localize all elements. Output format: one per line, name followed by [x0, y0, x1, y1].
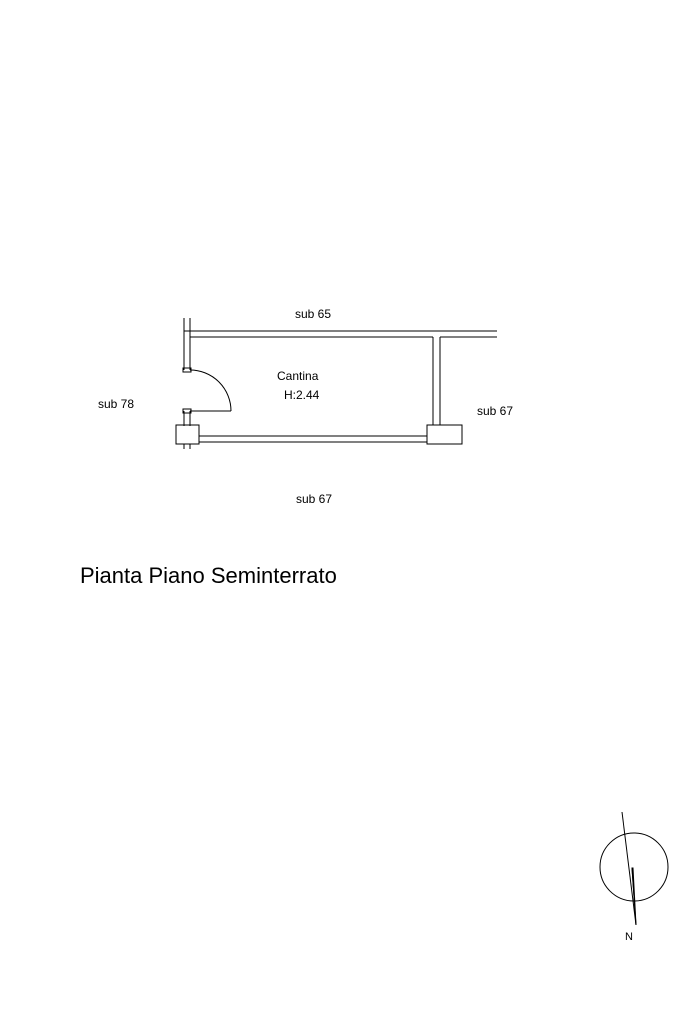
- wall-left-upper: [184, 318, 190, 370]
- compass-needle-icon: [622, 812, 636, 925]
- label-sub-bottom: sub 67: [296, 492, 333, 506]
- door-swing: [190, 370, 231, 411]
- room-name: Cantina: [277, 369, 319, 383]
- label-sub-right: sub 67: [477, 404, 514, 418]
- wall-bottom: [199, 436, 427, 442]
- room-height: H:2.44: [284, 388, 320, 402]
- pillar-bottom-left: [176, 425, 199, 449]
- north-compass: [600, 812, 668, 925]
- label-sub-left: sub 78: [98, 397, 135, 411]
- label-sub-top: sub 65: [295, 307, 332, 321]
- door-jambs: [183, 368, 191, 413]
- pillar-bottom-right: [427, 425, 462, 444]
- wall-right: [433, 337, 440, 425]
- wall-top: [184, 331, 497, 337]
- plan-title: Pianta Piano Seminterrato: [80, 563, 337, 588]
- north-label: N: [625, 931, 633, 943]
